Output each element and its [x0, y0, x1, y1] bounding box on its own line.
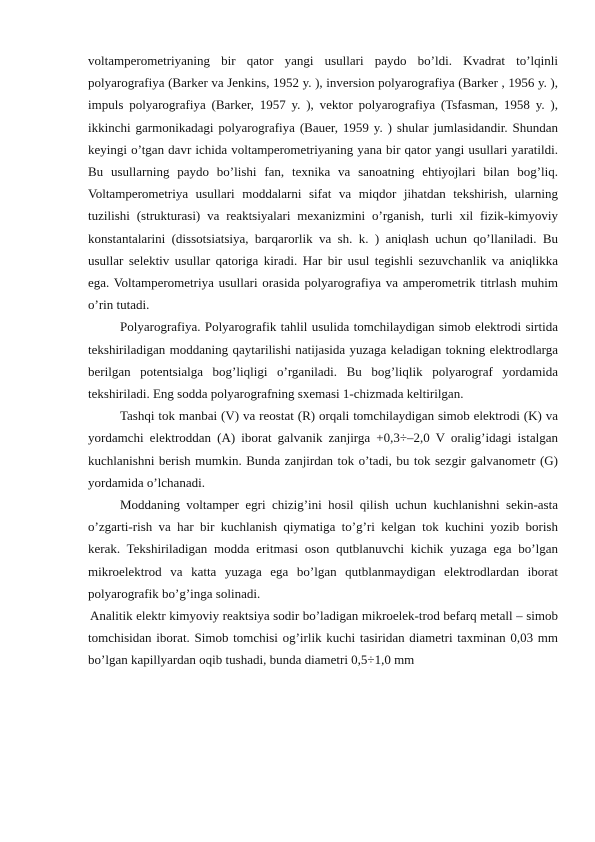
paragraph-voltammogram: Moddaning voltamper egri chizig’ini hosil qilish uchun kuchlanishni sekin-asta o’zgarti-rish va har bir kuchlanish qiymatiga to’g’ri kelgan tok kuchini yozib borish kerak. Tekshiriladigan modda eritmasi oson qutblanuvchi kichik yuzaga ega bo’lgan mikroelektrod va katta yuzaga ega bo’lgan qutblanmaydigan elektrodlardan iborat polyarografik bo’g’inga solinadi.	[88, 497, 558, 601]
document-page	[88, 50, 558, 672]
paragraph-intro: voltamperometriyaning bir qator yangi usullari paydo bo’ldi. Kvadrat to’lqinli polyarografiya (Barker va Jenkins, 1952 y. ), inversion polyarografiya (Barker , 1956 y. ), impuls polyarografiya (Barker, 1957 y. ), vektor polyarografiya (Tsfasman, 1958 y. ), ikkinchi garmonikadagi polyarografiya (Bauer, 1959 y. ) shular jumlasidandir. Shundan keyingi o’tgan davr ichida voltamperometriyaning yana bir qator yangi usullari yaratildi. Bu usullarning paydo bo’lishi fan, texnika va sanoatning ehtiyojlari bilan bog’liq. Voltamperometriya usullari moddalarni sifat va miqdor jihatdan tekshirish, ularning tuzilishi (strukturasi) va reaktsiyalari mexanizmini o’rganish, turli xil fizik-kimyoviy konstantalarini (dissotsiatsiya, barqarorlik va sh. k. ) aniqlash uchun qo’llaniladi. Bu usullar selektiv usullar qatoriga kiradi. Har bir usul tegishli sezuvchanlik va aniqlikka ega. Voltamperometriya usullari orasida polyarografiya va amperometrik titrlash muhim o’rin tutadi.	[88, 53, 558, 313]
paragraph-microelectrode: Analitik elektr kimyoviy reaktsiya sodir bo’ladigan mikroelek-trod befarq metall – simob tomchisidan iborat. Simob tomchisi og’irlik kuchi tasiridan diametri taxminan 0,03 mm bo’lgan kapillyardan oqib tushadi, bunda diametri 0,5÷1,0 mm	[88, 608, 558, 668]
paragraph-circuit: Tashqi tok manbai (V) va reostat (R) orqali tomchilaydigan simob elektrodi (K) va yordamchi elektroddan (A) iborat galvanik zanjirga +0,3÷–2,0 V oralig’idagi istalgan kuchlanishni berish mumkin. Bunda zanjirdan tok o’tadi, bu tok sezgir galvanometr (G) yordamida o’lchanadi.	[88, 408, 558, 490]
paragraph-polarography: Polyarografiya. Polyarografik tahlil usulida tomchilaydigan simob elektrodi sirtida tekshiriladigan moddaning qaytarilishi natijasida yuzaga keladigan tokning elektrodlarga berilgan potentsialga bog’liqligi o’rganiladi. Bu bog’liqlik polyarograf yordamida tekshiriladi. Eng sodda polyarografning sxemasi 1-chizmada keltirilgan.	[88, 319, 558, 402]
